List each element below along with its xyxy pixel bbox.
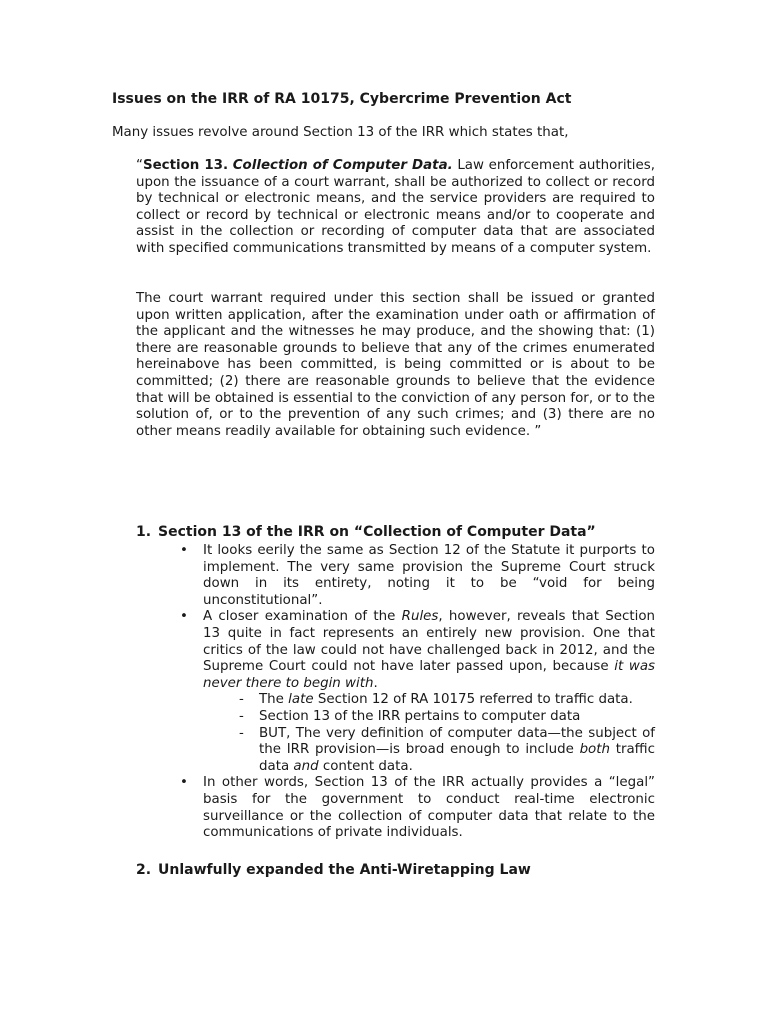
quoted-section-paragraph-2 (136, 291, 660, 440)
sub-1-text-b: late (288, 692, 314, 708)
sub-1-text-a: The (259, 692, 289, 708)
quote-paragraph-1-text: Law enforcement authorities, upon the issuance of a court warrant, shall be authorized to collect or record by technical or electronic means, and the service providers are required to collect or record by technical or electronic means and/or to cooperate and assist in the collection or recording of computer data that are associated with specified communications transmitted by means of a computer system. (136, 158, 660, 256)
section-2-heading-text: Unlawfully expanded the Anti-Wiretapping Law (158, 862, 531, 878)
quoted-section-paragraph-1 (136, 158, 660, 258)
sub-list-item (235, 726, 655, 776)
bullet-icon: • (180, 609, 188, 625)
section-2-number: 2. (136, 862, 152, 878)
bullet-icon: • (180, 543, 188, 558)
section-2-heading (136, 862, 531, 879)
sub-3-text-d: and (293, 758, 319, 774)
bullet-3-text: In other words, Section 13 of the IRR actually provides a “legal” basis for the government to conduct real-time electronic surveillance or the collection of computer data that relate to the communications of private individuals. (203, 775, 655, 841)
sub-list (235, 692, 655, 775)
section-1-heading-text: Section 13 of the IRR on “Collection of Computer Data” (158, 524, 596, 540)
document-title: Issues on the IRR of RA 10175, Cybercrime Prevention Act (112, 91, 572, 107)
sub-3-text-a: BUT, The very definition of computer data—the subject of the IRR provision—is broad enough to include (259, 725, 655, 758)
section-title: Collection of Computer Data. (232, 158, 453, 173)
bullet-2-text-e: . (373, 675, 378, 691)
list-item (178, 775, 655, 841)
open-quote-mark: “ (136, 158, 143, 173)
sub-2-text: Section 13 of the IRR pertains to computer data (259, 708, 581, 724)
bullet-1-text: It looks eerily the same as Section 12 of the Statute it purports to implement. The very same provision the Supreme Court struck down in its entirety, noting it to be “void for being unconstitutional”. (203, 543, 655, 608)
bullet-2-text-b: Rules (401, 609, 439, 625)
intro-paragraph: Many issues revolve around Section 13 of the IRR which states that, (112, 125, 569, 140)
bullet-2-text-a: A closer examination of the (203, 609, 402, 625)
sub-3-text-c: traffic data (259, 742, 655, 774)
list-item (178, 609, 655, 775)
bullet-2-text-c: , however, reveals that Section 13 quite in fact represents an entirely new provision. One that critics of the law could not have challenged back in 2012, and the Supreme Court could not have later passed upon, because (203, 609, 655, 675)
quote-paragraph-2-text: The court warrant required under this section shall be issued or granted upon written application, after the examination under oath or affirmation of the applicant and the witnesses he may produce, and the showing that: (1) there are reasonable grounds to believe that any of the crimes enumerated hereinabove has been committed, is being committed or is about to be committed; (2) there are reasonable grounds to believe that the evidence that will be obtained is essential to the conviction of any person for, or to the solution of, or to the prevention of any such crimes; and (3) there are no other means readily available for obtaining such evidence. ” (136, 291, 660, 439)
sub-list-item (235, 692, 655, 709)
dash-icon: - (239, 708, 244, 724)
section-1-bullet-list (178, 543, 655, 842)
sub-list-item (235, 709, 655, 726)
section-1-heading (136, 524, 596, 541)
bullet-2-text-d: it was never there to begin with (203, 659, 655, 691)
section-1-number: 1. (136, 524, 152, 540)
sub-3-text-e: content data. (318, 758, 413, 774)
bullet-icon: • (180, 775, 188, 791)
dash-icon: - (239, 692, 244, 708)
section-label: Section 13. (142, 158, 229, 173)
sub-1-text-c: Section 12 of RA 10175 referred to traffic data. (313, 692, 633, 708)
list-item (178, 543, 655, 609)
sub-3-text-b: both (579, 742, 610, 758)
dash-icon: - (239, 725, 244, 741)
